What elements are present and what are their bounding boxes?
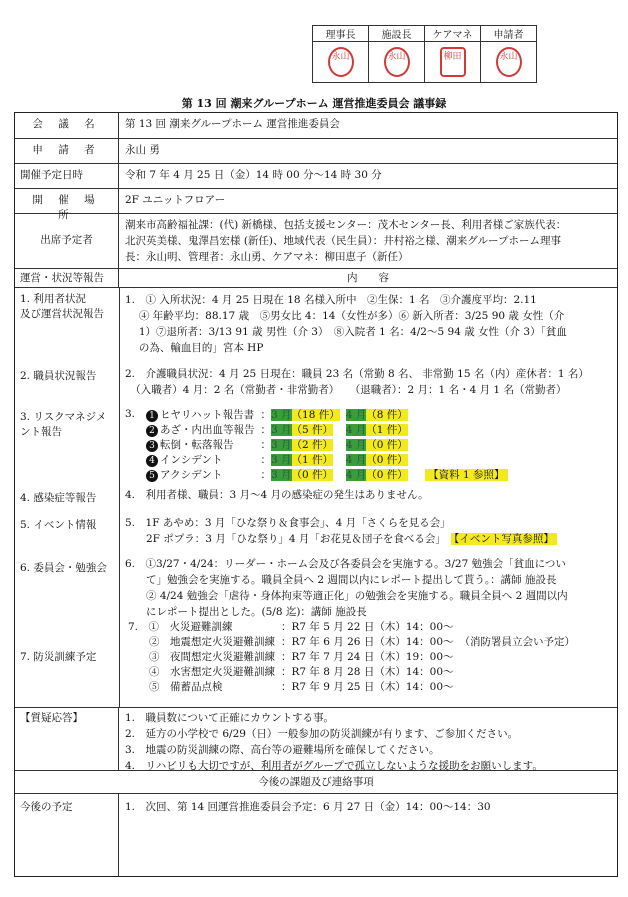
schedule-label: 今後の予定 xyxy=(15,794,119,876)
attendees-line: 北沢英美様、鬼澤昌宏様 (新任)、地域代表（民生員）：井村裕之様、潮来グループホーム理事 xyxy=(125,235,561,247)
number-icon: 2 xyxy=(146,425,158,437)
risk-row: 1 ヒヤリハット報告書 ：3 月（18 件） 4 月（8 件） xyxy=(143,407,511,422)
drill-label: 7. 防災訓練予定 xyxy=(20,651,97,663)
info-value: 永山 勇 xyxy=(125,144,160,156)
committee-content: 6. ①3/27・4/24：リーダー・ホーム会及び各委員会を実施する。3/27 勉強会「貧血につい て」勉強会を実施する。職員全員へ 2 週間以内にレポート提出して貰う。：講師 施設長 ② 4/24 勉強会「虐待・身体拘束等適正化」の勉強会を実施する。職員全員へ 2 週間以内 にレポート提出とした。(5/8 迄)：講師 施設長 xyxy=(125,558,568,618)
schedule-content: 1. 次回、第 14 回運営推進委員会予定：6 月 27 日（金）14：00～14：30 xyxy=(125,801,491,813)
info-label: 会 議 名 xyxy=(15,113,119,138)
drill-content: 7. ① 火災避難訓練 ：R7 年 5 月 22 日（木）14：00～ ② 地震想定火災避難訓練 ：R7 年 6 月 26 日（木）14：00～ （消防署員立会い予定） ③ 夜間想定火災避難訓練 ：R7 年 7 月 24 日（木）19：00～ ④ 水害想定火災避難訓練 ：R7 年 8 月 28 日（木）14：00～ ⑤ 備蓄品点検 ：R7 年 9 月 25 日（木）14：00～ xyxy=(128,621,576,693)
risk-row: 4 インシデント ：3 月（1 件） 4 月（0 件） xyxy=(143,452,511,467)
info-label: 申 請 者 xyxy=(15,139,119,163)
schedule-row xyxy=(15,794,617,876)
attendees-row xyxy=(15,214,617,269)
header-left: 運営・状況等報告 xyxy=(15,269,119,287)
staff-content: 2. 介護職員状況：4 月 25 日現在：職員 23 名（常勤 8 名、 非常勤 15 名（内）産休者：1 名） （入職者）4 月：2 名（常勤者・非常勤者） （退職者）：2 月：1 名・4 月 1 名（常勤者） xyxy=(125,368,589,396)
approval-stamp-table xyxy=(312,25,537,83)
risk-label: 3. リスクマネジメ ント報告 xyxy=(20,411,107,438)
seal-stamp: 永山 xyxy=(384,47,410,77)
risk-prefix: 3. xyxy=(125,408,136,420)
info-value: 令和 7 年 4 月 25 日（金）14 時 00 分～14 時 30 分 xyxy=(125,169,382,181)
number-icon: 3 xyxy=(146,440,158,452)
attendees-line: 潮来市高齢福祉課：(代) 新橋様、包括支援センター：茂木センター長、利用者様ご家族代表： xyxy=(125,219,567,231)
usage-content: 1. ① 入所状況：4 月 25 日現在 18 名様入所中 ②生保：1 名 ③介護度平均：2.11 ④ 年齢平均：88.17 歳 ⑤男女比 4：14（女性が多）⑥ 新入所者：3/25 90 歳 女性（介 1）⑦退所者：3/13 91 歳 男性（介 3） ⑧入院者 1 名：4/2～5 94 歳 女性（介 3）「貧血 の為、輸血目的」宮本 HP xyxy=(125,294,567,354)
info-label: 開 催 場 所 xyxy=(15,189,119,213)
infection-content: 4. 利用者様、職員：3 月～4 月の感染症の発生はありません。 xyxy=(125,489,429,501)
info-label: 開催予定日時 xyxy=(15,164,119,188)
risk-row: 5 アクシデント ：3 月（0 件） 4 月（0 件） 【資料 1 参照】 xyxy=(143,467,511,482)
qa-row xyxy=(15,708,617,771)
reference-note: 【イベント写真参照】 xyxy=(451,533,557,545)
seal-stamp: 永山 xyxy=(496,47,522,77)
qa-label: 【質疑応答】 xyxy=(15,708,119,770)
header-right: 内 容 xyxy=(347,272,389,284)
number-icon: 1 xyxy=(146,410,158,422)
event-content: 5. 1F あやめ：3 月「ひな祭り＆食事会」、4 月「さくらを見る会」 2F ポプラ：3 月「ひな祭り」4 月「お花見＆団子を食べる会」 【イベント写真参照】 xyxy=(125,515,557,547)
stamp-header-chairman: 理事長 xyxy=(313,26,369,42)
attendees-line: 長：永山明、管理者：永山勇、ケアマネ：柳田恵子（新任） xyxy=(125,251,409,263)
info-value: 第 13 回 潮来グループホーム 運営推進委員会 xyxy=(125,118,340,130)
event-label: 5. イベント情報 xyxy=(20,519,97,531)
info-row xyxy=(15,164,617,189)
minutes-table xyxy=(14,112,618,877)
risk-table xyxy=(143,407,511,482)
attendees-label: 出席予定者 xyxy=(15,214,119,268)
stamp-header-applicant: 申請者 xyxy=(481,26,537,42)
risk-row: 3 転倒・転落報告 ：3 月（2 件） 4 月（0 件） xyxy=(143,437,511,452)
info-value: 2F ユニットフロアー xyxy=(125,194,226,206)
seal-stamp: 柳田 xyxy=(440,47,466,77)
future-header-row xyxy=(15,771,617,794)
committee-label: 6. 委員会・勉強会 xyxy=(20,562,107,574)
number-icon: 5 xyxy=(146,470,158,482)
usage-label: 1. 利用者状況 及び運営状況報告 xyxy=(20,293,104,320)
info-row xyxy=(15,139,617,164)
report-body xyxy=(15,288,617,708)
future-header: 今後の課題及び連絡事項 xyxy=(258,776,374,788)
number-icon: 4 xyxy=(146,455,158,467)
reference-note: 【資料 1 参照】 xyxy=(425,469,507,481)
info-row xyxy=(15,189,617,221)
staff-label: 2. 職員状況報告 xyxy=(20,370,97,382)
infection-label: 4. 感染症等報告 xyxy=(20,492,97,504)
stamp-header-director: 施設長 xyxy=(369,26,425,42)
section-header-row xyxy=(15,269,617,288)
seal-stamp: 永山 xyxy=(328,47,354,77)
info-row xyxy=(15,113,617,139)
stamp-header-caremanager: ケアマネ xyxy=(425,26,481,42)
risk-row: 2 あざ・内出血等報告 ：3 月（5 件） 4 月（1 件） xyxy=(143,422,511,437)
document-title: 第 13 回 潮来グループホーム 運営推進委員会 議事録 xyxy=(181,97,447,110)
qa-content: 1. 職員数について正確にカウントする事。 2. 延方の小学校で 6/29（日）一般参加の防災訓練が有ります、ご参加ください。 3. 地震の防災訓練の際、高台等の避難場所を確保してください。 4. リハビリも大切ですが、利用者がグループで孤立しないような援助をお願いします。 xyxy=(125,712,543,772)
